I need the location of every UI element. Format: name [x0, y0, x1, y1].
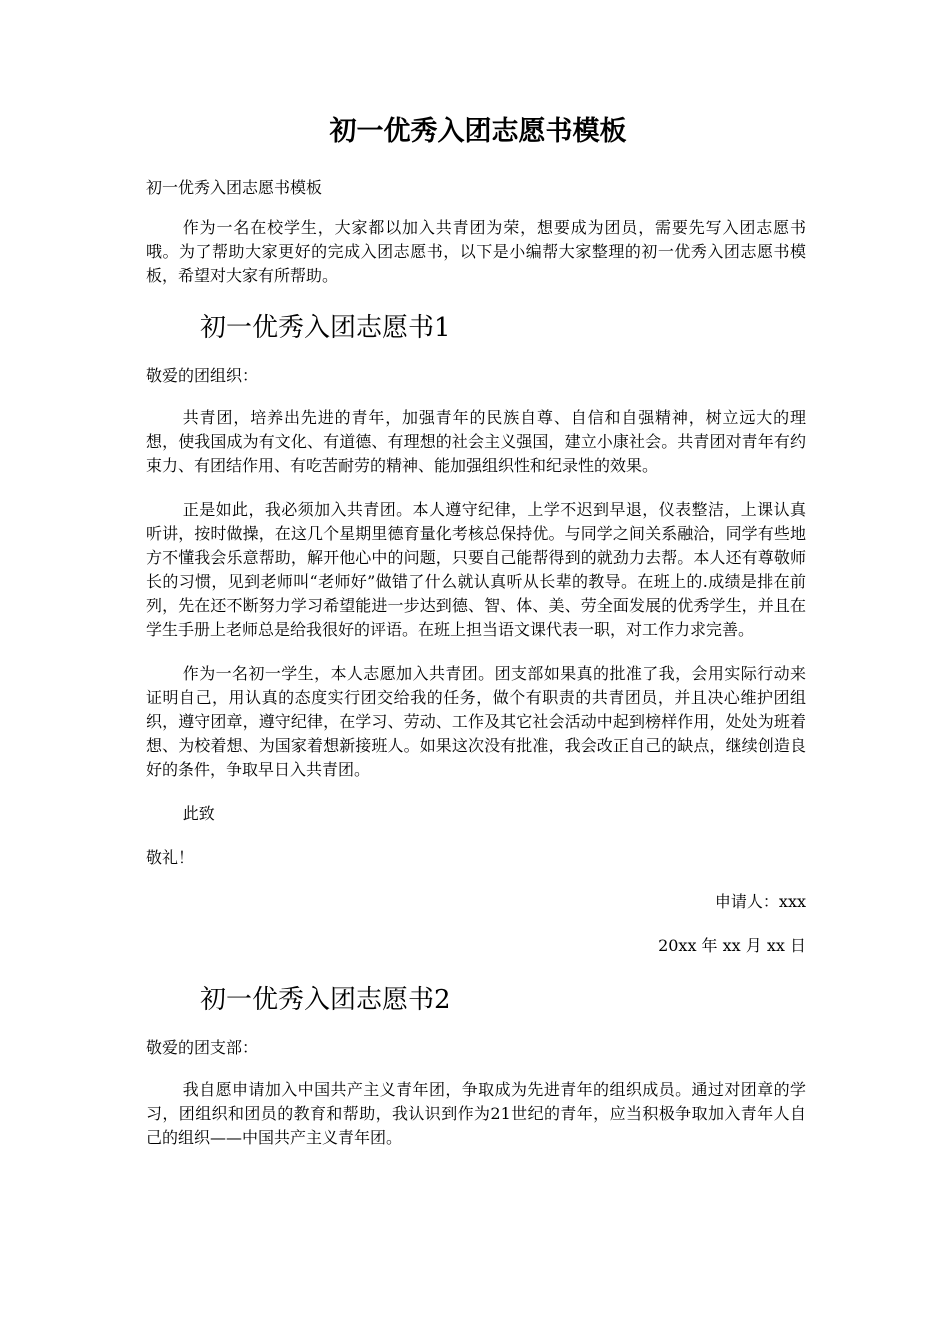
applicant-signature: 申请人：xxx: [714, 892, 806, 911]
application-date: 20xx 年 xx 月 xx 日: [658, 936, 806, 955]
section-2-paragraph-1: 我自愿申请加入中国共产主义青年团，争取成为先进青年的组织成员。通过对团章的学习，团组织和团员的教育和帮助，我认识到作为21世纪的青年，应当积极争取加入青年人自己的组织——中国共产主义青年团。: [146, 1080, 806, 1147]
section-2: [146, 980, 806, 1150]
section-1-salutation: 敬爱的团组织：: [146, 366, 259, 385]
section-2-heading: 初一优秀入团志愿书2: [200, 985, 451, 1015]
section-2-salutation: 敬爱的团支部：: [146, 1038, 259, 1057]
closing-jingli: 敬礼！: [146, 848, 195, 867]
section-1-paragraph-2: 正是如此，我必须加入共青团。本人遵守纪律，上学不迟到早退，仪表整洁，上课认真听讲，按时做操，在这几个星期里德育量化考核总保持优。与同学之间关系融洽，同学有些地方不懂我会乐意帮助，解开他心中的问题，只要自己能帮得到的就劲力去帮。本人还有尊敬师长的习惯，见到老师叫“老师好”做错了什么就认真听从长辈的教导。在班上的.成绩是排在前列，先在还不断努力学习希望能进一步达到德、智、体、美、劳全面发展的优秀学生，并且在学生手册上老师总是给我很好的评语。在班上担当语文课代表一职，对工作力求完善。: [146, 500, 806, 639]
document-page: [146, 112, 806, 1170]
section-1-paragraph-1: 共青团，培养出先进的青年，加强青年的民族自尊、自信和自强精神，树立远大的理想，使我国成为有文化、有道德、有理想的社会主义强国，建立小康社会。共青团对青年有约束力、有团结作用、有吃苦耐劳的精神、能加强组织性和纪录性的效果。: [146, 408, 806, 475]
document-subtitle: 初一优秀入团志愿书模板: [146, 178, 323, 197]
section-1: [146, 308, 806, 958]
section-1-paragraph-3: 作为一名初一学生，本人志愿加入共青团。团支部如果真的批准了我，会用实际行动来证明自己，用认真的态度实行团交给我的任务，做个有职责的共青团员，并且决心维护团组织，遵守团章，遵守纪律，在学习、劳动、工作及其它社会活动中起到榜样作用，处处为班着想、为校着想、为国家着想新接班人。如果这次没有批准，我会改正自己的缺点，继续创造良好的条件，争取早日入共青团。: [146, 664, 806, 779]
intro-paragraph: 作为一名在校学生，大家都以加入共青团为荣，想要成为团员，需要先写入团志愿书哦。为了帮助大家更好的完成入团志愿书，以下是小编帮大家整理的初一优秀入团志愿书模板，希望对大家有所帮助。: [146, 218, 806, 285]
closing-cizhi: 此致: [182, 804, 215, 823]
document-title: 初一优秀入团志愿书模板: [329, 116, 627, 147]
section-1-heading: 初一优秀入团志愿书1: [200, 313, 451, 343]
